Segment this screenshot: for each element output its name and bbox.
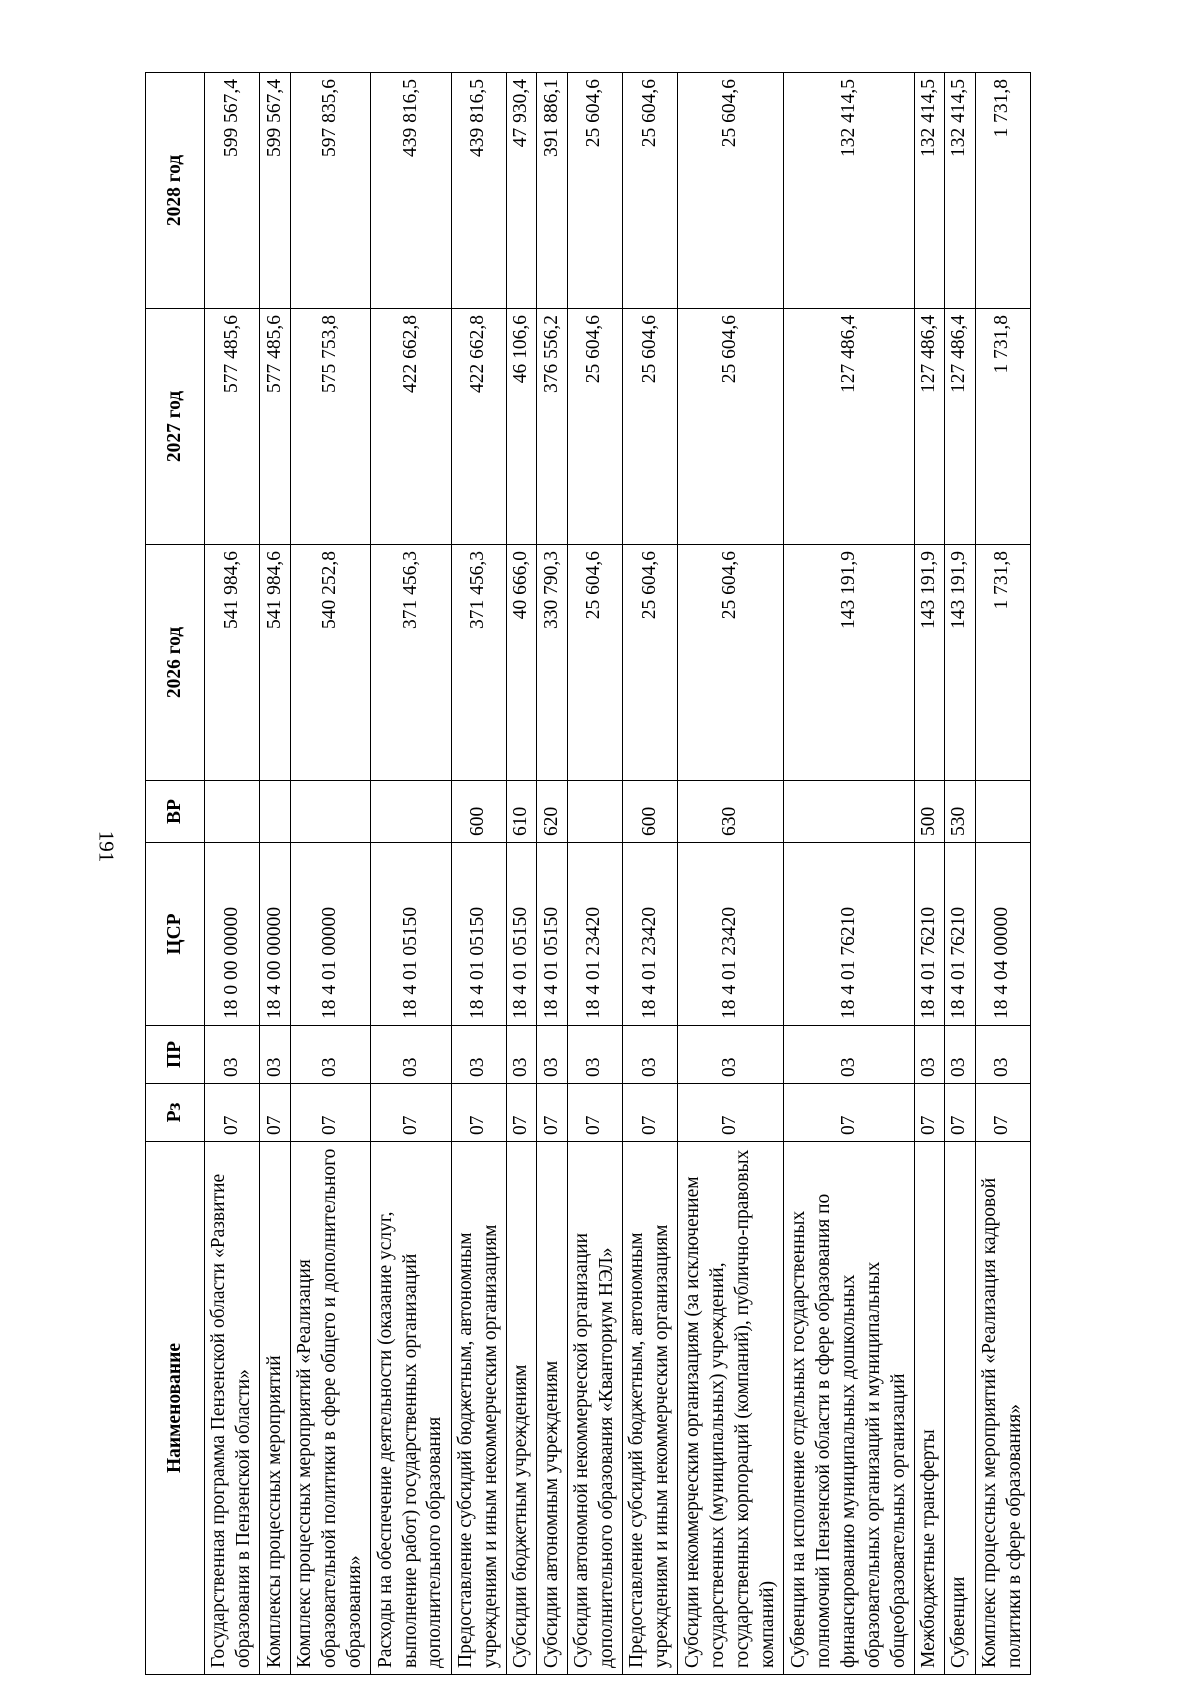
row-name-cell: Комплекс процессных мероприятий «Реализация образовательной политики в сфере общего и дополнительного образования» xyxy=(290,1142,371,1675)
header-csr: ЦСР xyxy=(146,843,205,1026)
row-rz-cell: 07 xyxy=(567,1084,622,1142)
row-rz-cell: 07 xyxy=(975,1084,1031,1142)
row-pr-cell: 03 xyxy=(290,1026,371,1084)
row-2026-cell: 25 604,6 xyxy=(567,545,622,781)
row-2027-cell: 577 485,6 xyxy=(260,309,290,545)
row-2027-cell: 1 731,8 xyxy=(975,309,1031,545)
header-vr: ВР xyxy=(146,781,205,843)
row-csr-cell: 18 4 01 23420 xyxy=(567,843,622,1026)
row-pr-cell: 03 xyxy=(945,1026,975,1084)
row-2026-cell: 1 731,8 xyxy=(975,545,1031,781)
row-2026-cell: 40 666,0 xyxy=(507,545,537,781)
row-2027-cell: 25 604,6 xyxy=(622,309,677,545)
table-row xyxy=(205,73,260,1675)
row-csr-cell: 18 4 01 76210 xyxy=(915,843,945,1026)
row-csr-cell: 18 4 01 23420 xyxy=(678,843,784,1026)
row-vr-cell xyxy=(205,781,260,843)
row-vr-cell: 530 xyxy=(945,781,975,843)
row-name-cell: Субсидии некоммерческим организациям (за исключением государственных (муниципальных) учреждений, государственных корпораций (компаний), публично-правовых компаний) xyxy=(678,1142,784,1675)
header-pr: ПР xyxy=(146,1026,205,1084)
row-rz-cell: 07 xyxy=(451,1084,506,1142)
header-rz: Рз xyxy=(146,1084,205,1142)
row-2027-cell: 127 486,4 xyxy=(945,309,975,545)
row-rz-cell: 07 xyxy=(290,1084,371,1142)
header-2027: 2027 год xyxy=(146,309,205,545)
row-csr-cell: 18 4 01 05150 xyxy=(507,843,537,1026)
row-rz-cell: 07 xyxy=(371,1084,452,1142)
row-2026-cell: 540 252,8 xyxy=(290,545,371,781)
table-row xyxy=(371,73,452,1675)
row-csr-cell: 18 4 01 76210 xyxy=(784,843,915,1026)
table-row xyxy=(290,73,371,1675)
row-vr-cell xyxy=(975,781,1031,843)
row-vr-cell: 600 xyxy=(451,781,506,843)
row-2028-cell: 1 731,8 xyxy=(975,73,1031,309)
row-2027-cell: 46 106,6 xyxy=(507,309,537,545)
row-csr-cell: 18 4 01 23420 xyxy=(622,843,677,1026)
row-vr-cell: 630 xyxy=(678,781,784,843)
row-rz-cell: 07 xyxy=(537,1084,567,1142)
row-csr-cell: 18 4 01 76210 xyxy=(945,843,975,1026)
row-csr-cell: 18 4 04 00000 xyxy=(975,843,1031,1026)
row-name-cell: Государственная программа Пензенской области «Развитие образования в Пензенской области» xyxy=(205,1142,260,1675)
table-row xyxy=(678,73,784,1675)
row-name-cell: Расходы на обеспечение деятельности (оказание услуг, выполнение работ) государственных организаций дополнительного образования xyxy=(371,1142,452,1675)
table-row xyxy=(537,73,567,1675)
row-pr-cell: 03 xyxy=(507,1026,537,1084)
row-2028-cell: 391 886,1 xyxy=(537,73,567,309)
row-2027-cell: 25 604,6 xyxy=(678,309,784,545)
row-2027-cell: 127 486,4 xyxy=(784,309,915,545)
row-vr-cell: 600 xyxy=(622,781,677,843)
row-2027-cell: 422 662,8 xyxy=(371,309,452,545)
table-row xyxy=(975,73,1031,1675)
table-row xyxy=(567,73,622,1675)
row-rz-cell: 07 xyxy=(507,1084,537,1142)
table-row xyxy=(451,73,506,1675)
table-row xyxy=(622,73,677,1675)
row-vr-cell: 500 xyxy=(915,781,945,843)
row-2026-cell: 541 984,6 xyxy=(260,545,290,781)
row-name-cell: Субвенции на исполнение отдельных государственных полномочий Пензенской области в сфере образования по финансированию муниципальных дошкольных образовательных организаций и муниципальных общеобразовательных организаций xyxy=(784,1142,915,1675)
row-2026-cell: 25 604,6 xyxy=(622,545,677,781)
row-name-cell: Субсидии автономным учреждениям xyxy=(537,1142,567,1675)
row-rz-cell: 07 xyxy=(784,1084,915,1142)
row-vr-cell xyxy=(784,781,915,843)
row-2028-cell: 439 816,5 xyxy=(451,73,506,309)
row-csr-cell: 18 4 01 00000 xyxy=(290,843,371,1026)
row-rz-cell: 07 xyxy=(678,1084,784,1142)
row-2028-cell: 132 414,5 xyxy=(945,73,975,309)
row-2027-cell: 376 556,2 xyxy=(537,309,567,545)
row-pr-cell: 03 xyxy=(915,1026,945,1084)
row-name-cell: Субсидии бюджетным учреждениям xyxy=(507,1142,537,1675)
row-pr-cell: 03 xyxy=(205,1026,260,1084)
row-2028-cell: 132 414,5 xyxy=(784,73,915,309)
row-2028-cell: 597 835,6 xyxy=(290,73,371,309)
row-name-cell: Предоставление субсидий бюджетным, автономным учреждениям и иным некоммерческим организациям xyxy=(451,1142,506,1675)
row-2026-cell: 25 604,6 xyxy=(678,545,784,781)
row-2028-cell: 599 567,4 xyxy=(205,73,260,309)
row-name-cell: Субсидии автономной некоммерческой организации дополнительного образования «Кванториум НЭЛ» xyxy=(567,1142,622,1675)
row-2027-cell: 577 485,6 xyxy=(205,309,260,545)
row-pr-cell: 03 xyxy=(260,1026,290,1084)
page-number: 191 xyxy=(94,830,119,863)
row-vr-cell xyxy=(567,781,622,843)
row-2027-cell: 127 486,4 xyxy=(915,309,945,545)
row-2027-cell: 422 662,8 xyxy=(451,309,506,545)
row-name-cell: Субвенции xyxy=(945,1142,975,1675)
row-vr-cell xyxy=(260,781,290,843)
row-2028-cell: 25 604,6 xyxy=(567,73,622,309)
row-pr-cell: 03 xyxy=(784,1026,915,1084)
row-2026-cell: 143 191,9 xyxy=(915,545,945,781)
table-row xyxy=(260,73,290,1675)
row-rz-cell: 07 xyxy=(205,1084,260,1142)
row-pr-cell: 03 xyxy=(451,1026,506,1084)
row-pr-cell: 03 xyxy=(622,1026,677,1084)
table-row xyxy=(945,73,975,1675)
rotated-table-wrapper xyxy=(145,73,1031,1675)
row-2028-cell: 439 816,5 xyxy=(371,73,452,309)
table-body xyxy=(205,73,1031,1675)
row-pr-cell: 03 xyxy=(975,1026,1031,1084)
header-name: Наименование xyxy=(146,1142,205,1675)
row-vr-cell: 610 xyxy=(507,781,537,843)
row-csr-cell: 18 4 01 05150 xyxy=(537,843,567,1026)
row-2028-cell: 25 604,6 xyxy=(622,73,677,309)
row-rz-cell: 07 xyxy=(945,1084,975,1142)
header-2028: 2028 год xyxy=(146,73,205,309)
table-row xyxy=(507,73,537,1675)
row-vr-cell xyxy=(371,781,452,843)
table-row xyxy=(915,73,945,1675)
table-row xyxy=(784,73,915,1675)
row-2027-cell: 575 753,8 xyxy=(290,309,371,545)
row-csr-cell: 18 0 00 00000 xyxy=(205,843,260,1026)
row-2028-cell: 599 567,4 xyxy=(260,73,290,309)
row-csr-cell: 18 4 01 05150 xyxy=(451,843,506,1026)
row-rz-cell: 07 xyxy=(915,1084,945,1142)
row-csr-cell: 18 4 01 05150 xyxy=(371,843,452,1026)
row-2027-cell: 25 604,6 xyxy=(567,309,622,545)
row-name-cell: Комплекс процессных мероприятий «Реализация кадровой политики в сфере образования» xyxy=(975,1142,1031,1675)
row-rz-cell: 07 xyxy=(260,1084,290,1142)
row-2026-cell: 330 790,3 xyxy=(537,545,567,781)
row-2026-cell: 541 984,6 xyxy=(205,545,260,781)
row-pr-cell: 03 xyxy=(537,1026,567,1084)
table-header-row xyxy=(146,73,205,1675)
row-pr-cell: 03 xyxy=(567,1026,622,1084)
row-2026-cell: 143 191,9 xyxy=(784,545,915,781)
row-2026-cell: 143 191,9 xyxy=(945,545,975,781)
header-2026: 2026 год xyxy=(146,545,205,781)
row-2028-cell: 25 604,6 xyxy=(678,73,784,309)
row-2028-cell: 132 414,5 xyxy=(915,73,945,309)
row-name-cell: Межбюджетные трансферты xyxy=(915,1142,945,1675)
row-rz-cell: 07 xyxy=(622,1084,677,1142)
row-name-cell: Предоставление субсидий бюджетным, автономным учреждениям и иным некоммерческим организациям xyxy=(622,1142,677,1675)
budget-table xyxy=(145,72,1031,1675)
row-2026-cell: 371 456,3 xyxy=(451,545,506,781)
row-vr-cell xyxy=(290,781,371,843)
row-2028-cell: 47 930,4 xyxy=(507,73,537,309)
row-name-cell: Комплексы процессных мероприятий xyxy=(260,1142,290,1675)
row-pr-cell: 03 xyxy=(678,1026,784,1084)
row-csr-cell: 18 4 00 00000 xyxy=(260,843,290,1026)
row-2026-cell: 371 456,3 xyxy=(371,545,452,781)
row-pr-cell: 03 xyxy=(371,1026,452,1084)
row-vr-cell: 620 xyxy=(537,781,567,843)
